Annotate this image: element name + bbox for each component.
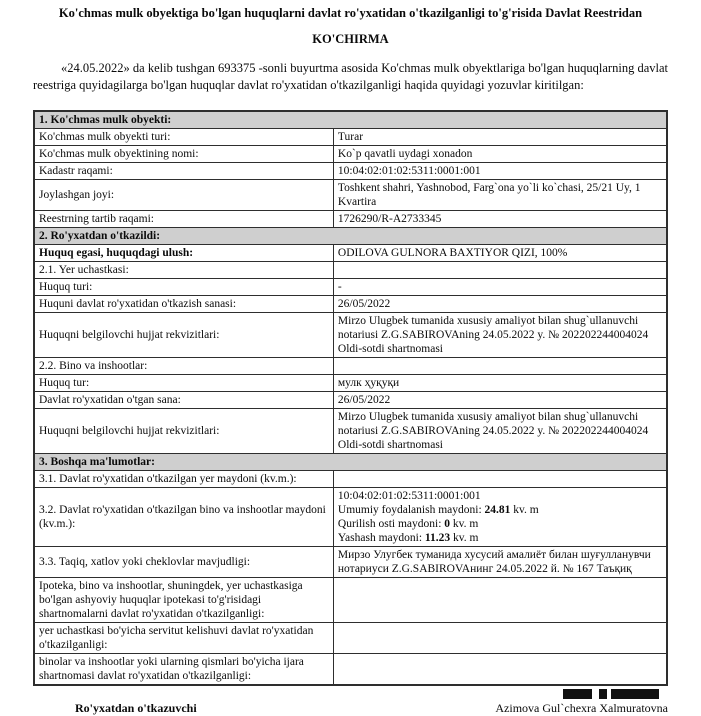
footer — [33, 701, 668, 716]
row-label: yer uchastkasi bo'yicha servitut kelishuvi davlat ro'yxatidan o'tkazilganligi: — [34, 622, 333, 653]
table-row — [34, 357, 667, 374]
row-value-line: Yashash maydoni: 11.23 kv. m — [337, 531, 479, 544]
section-header-row — [34, 111, 667, 129]
table-row — [34, 179, 667, 210]
qr-code-partial — [563, 689, 592, 699]
row-label: Joylashgan joyi: — [34, 179, 333, 210]
row-label: binolar va inshootlar yoki ularning qismlari bo'yicha ijara shartnomasi davlat ro'yxatidan o'tkazilganligi: — [34, 653, 333, 685]
registry-table-body — [34, 111, 667, 685]
row-label: Ko'chmas mulk obyektining nomi: — [34, 145, 333, 162]
qr-code-partial — [599, 689, 607, 699]
row-value-line: 10:04:02:01:02:5311:0001:001 — [337, 489, 481, 502]
row-label: Davlat ro'yxatidan o'tgan sana: — [34, 391, 333, 408]
table-row — [34, 128, 667, 145]
section-header-row — [34, 453, 667, 470]
table-row — [34, 295, 667, 312]
row-value: 1726290/R-A2733345 — [333, 210, 667, 227]
table-row — [34, 653, 667, 685]
table-row — [34, 622, 667, 653]
table-row — [34, 312, 667, 357]
row-value: ODILOVA GULNORA BAXTIYOR QIZI, 100% — [333, 244, 667, 261]
row-value: 10:04:02:01:02:5311:0001:001 — [333, 162, 667, 179]
row-label: Huquq tur: — [34, 374, 333, 391]
table-row — [34, 374, 667, 391]
table-row — [34, 470, 667, 487]
row-label: 2.1. Yer uchastkasi: — [34, 261, 333, 278]
row-label: Huquqni belgilovchi hujjat rekvizitlari: — [34, 408, 333, 453]
row-label: 3.2. Davlat ro'yxatidan o'tkazilgan bino va inshootlar maydoni (kv.m.): — [34, 487, 333, 546]
table-row — [34, 577, 667, 622]
row-label: Huquni davlat ro'yxatidan o'tkazish sanasi: — [34, 295, 333, 312]
registrar-label: Ro'yxatdan o'tkazuvchi — [75, 700, 197, 715]
table-row — [34, 487, 667, 546]
row-value: Мирзо Улугбек туманида хусусий амалиёт билан шуғулланувчи нотариуси Z.G.SABIROVAнинг 24.05.2022 й. № 167 Таъқиқ — [333, 546, 667, 577]
row-value: 26/05/2022 — [333, 295, 667, 312]
section-title: 1. Ko'chmas mulk obyekti: — [34, 111, 667, 129]
section-title: 2. Ro'yxatdan o'tkazildi: — [34, 227, 667, 244]
row-value: 26/05/2022 — [333, 391, 667, 408]
table-row — [34, 145, 667, 162]
row-label: Kadastr raqami: — [34, 162, 333, 179]
row-value: Mirzo Ulugbek tumanida xususiy amaliyot bilan shug`ullanuvchi notariusi Z.G.SABIROVAning 24.05.2022 y. № 202202244004024 Oldi-sotdi shartnomasi — [333, 312, 667, 357]
row-value-line: Qurilish osti maydoni: 0 kv. m — [337, 517, 479, 530]
row-label: 2.2. Bino va inshootlar: — [34, 357, 333, 374]
row-value: Toshkent shahri, Yashnobod, Farg`ona yo`li ko`chasi, 25/21 Uy, 1 Kvartira — [333, 179, 667, 210]
row-value: мулк ҳуқуқи — [333, 374, 667, 391]
table-row — [34, 278, 667, 295]
row-label: 3.3. Taqiq, xatlov yoki cheklovlar mavjudligi: — [34, 546, 333, 577]
table-row — [34, 408, 667, 453]
row-value — [333, 577, 667, 622]
row-value — [333, 470, 667, 487]
row-value — [333, 261, 667, 278]
row-value-line: Umumiy foydalanish maydoni: 24.81 kv. m — [337, 503, 539, 516]
table-row — [34, 244, 667, 261]
registry-table — [33, 110, 668, 686]
row-label: Ko'chmas mulk obyekti turi: — [34, 128, 333, 145]
section-title: 3. Boshqa ma'lumotlar: — [34, 453, 667, 470]
row-value — [333, 622, 667, 653]
document-title: Ko'chmas mulk obyektiga bo'lgan huquqlarni davlat ro'yxatidan o'tkazilganligi to'g'risida Davlat Reestridan — [58, 6, 643, 20]
row-value — [333, 487, 667, 546]
row-label: 3.1. Davlat ro'yxatidan o'tkazilgan yer maydoni (kv.m.): — [34, 470, 333, 487]
row-label: Huquqni belgilovchi hujjat rekvizitlari: — [34, 312, 333, 357]
document-subtitle: KO'CHIRMA — [312, 32, 389, 46]
table-row — [34, 261, 667, 278]
row-label: Huquq turi: — [34, 278, 333, 295]
table-row — [34, 391, 667, 408]
row-label: Reestrning tartib raqami: — [34, 210, 333, 227]
qr-code-partial — [611, 689, 659, 699]
row-value: Mirzo Ulugbek tumanida xususiy amaliyot bilan shug`ullanuvchi notariusi Z.G.SABIROVAning 24.05.2022 y. № 202202244004024 Oldi-sotdi shartnomasi — [333, 408, 667, 453]
table-row — [34, 210, 667, 227]
table-row — [34, 162, 667, 179]
row-label: Huquq egasi, huquqdagi ulush: — [34, 244, 333, 261]
row-value: Ko`p qavatli uydagi xonadon — [333, 145, 667, 162]
row-label: Ipoteka, bino va inshootlar, shuningdek, yer uchastkasiga bo'lgan ashyoviy huquqlar ipotekasi to'g'risidagi shartnomalarni davlat ro'yxatidan o'tkazilganligi: — [34, 577, 333, 622]
row-value — [333, 653, 667, 685]
intro-paragraph: «24.05.2022» da kelib tushgan 693375 -sonli buyurtma asosida Ko'chmas mulk obyektlariga bo'lgan huquqlarning davlat reestriga quyidagilarga bo'lgan huquqlar davlat ro'yxatidan o'tkazilganligi haqida quyidagi yozuvlar kiritilgan: — [33, 61, 668, 93]
row-value: Turar — [333, 128, 667, 145]
row-value — [333, 357, 667, 374]
row-value: - — [333, 278, 667, 295]
registrar-name: Azimova Gul`chexra Xalmuratovna — [495, 700, 668, 715]
table-row — [34, 546, 667, 577]
section-header-row — [34, 227, 667, 244]
